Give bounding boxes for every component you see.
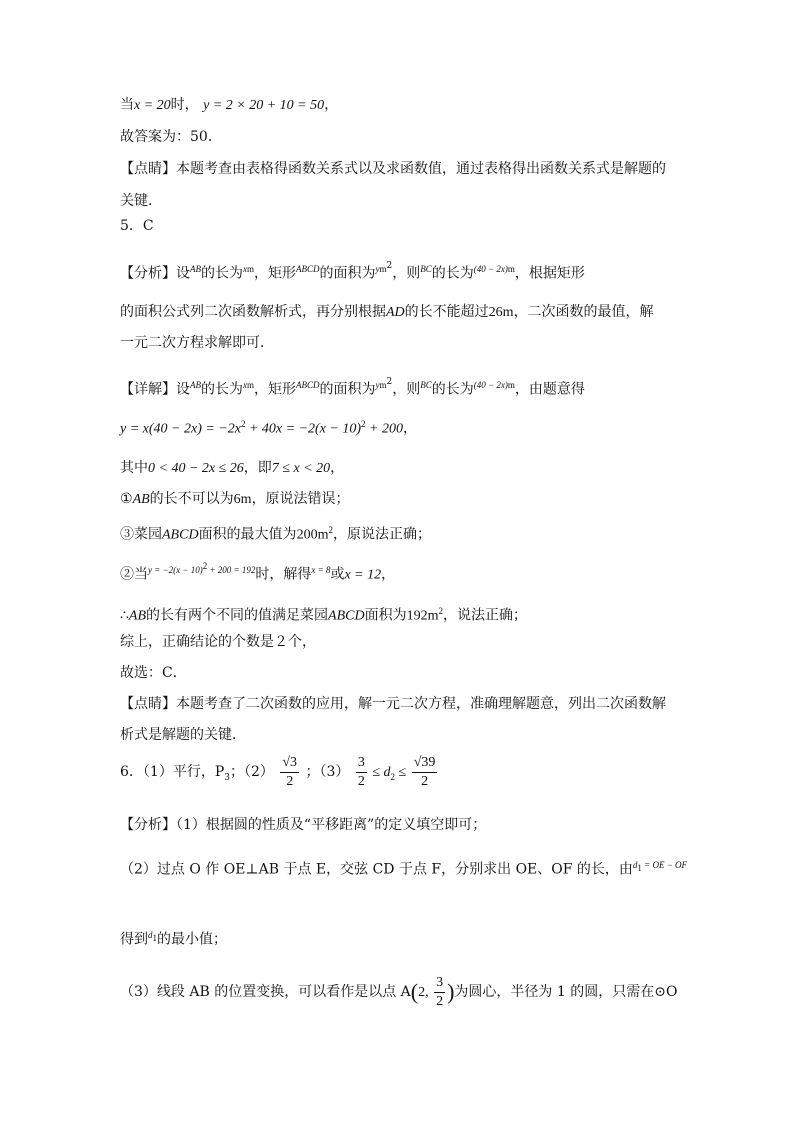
line-12: ①AB的长不可以为6m，原说法错误； [120, 491, 350, 507]
line-22: （2）过点 O 作 OE⊥AB 于点 E，交弦 CD 于点 F，分别求出 OE、OF 的长，由$^{d_1 = OE - OF}$ [120, 860, 688, 878]
line-23: 得到$^{d_1}$的最小值； [120, 930, 227, 948]
line-11: 其中0 < 40 − 2x ≤ 26，即7 ≤ x < 20， [120, 460, 345, 476]
line-5-answer: 5．C [120, 218, 154, 234]
fraction-sqrt39-over-2: $\frac{√39}{2}$ [413, 754, 436, 789]
line-14: ②当$^{y = -2(x - 10)^2 + 200 = 192}$时，解得$^{x = 8}$或x = 12， [120, 561, 396, 583]
line-15: ∴AB的长有两个不同的值满足菜园ABCD面积为$192m^2$，说法正确； [120, 606, 527, 624]
line-17: 故选：C． [120, 665, 187, 681]
line-3: 【点睛】本题考查由表格得函数关系式以及求函数值，通过表格得出函数关系式是解题的 [120, 161, 666, 177]
line-16: 综上，正确结论的个数是２个， [120, 634, 316, 650]
line-9-detail: 【详解】设$^{AB}$的长为$^{xm}$，矩形$^{ABCD}$的面积为$^{ym^2}$，则$^{BC}$的长为$^{(40 - 2x)m}$，由题意得 [120, 377, 585, 398]
line-4: 关键． [120, 193, 162, 209]
line-8: 一元二次方程求解即可． [120, 335, 274, 351]
line-1: 当x = 20时， y = 2 × 20 + 10 = 50， [120, 97, 339, 113]
fraction-3-over-2-point: $\frac{3}{2}$ [436, 974, 444, 1009]
fraction-sqrt3-over-2: $\frac{√3}{2}$ [282, 754, 298, 789]
line-24: （3）线段 AB 的位置变换，可以看作是以点 A(2, $\frac{3}{2}$ )为圆心，半径为 1 的圆，只需在⊙O [120, 974, 678, 1009]
line-21: 【分析】（1）根据圆的性质及“平移距离”的定义填空即可； [120, 817, 487, 833]
line-19: 析式是解题的关键． [120, 727, 246, 743]
line-2: 故答案为：50． [120, 129, 222, 145]
line-18: 【点睛】本题考查了二次函数的应用，解一元二次方程，准确理解题意，列出二次函数解 [120, 696, 666, 712]
line-13: ③菜园ABCD面积的最大值为$200m^2$，原说法正确； [120, 525, 431, 543]
line-7: 的面积公式列二次函数解析式，再分别根据AD的长不能超过26m，二次函数的最值，解 [120, 304, 654, 320]
line-10-equation: $y = x(40 - 2x) = -2x^2 + 40x = -2(x - 10)^2 + 200$， [120, 419, 417, 437]
fraction-3-over-2: $\frac{3}{2}$ [357, 754, 365, 789]
line-6-analysis: 【分析】设$^{AB}$的长为$^{xm}$，矩形$^{ABCD}$的面积为$^{ym^2}$，则$^{BC}$的长为$^{(40 - 2x)m}$，根据矩形 [120, 261, 585, 282]
line-20-answer-6: 6．（1）平行，$P_3$；（2） $\frac{√3}{2}$ ；（3） $\frac{3}{2}$ ≤ $d_2$ ≤ $\frac{√39}{2}$ [120, 754, 436, 789]
